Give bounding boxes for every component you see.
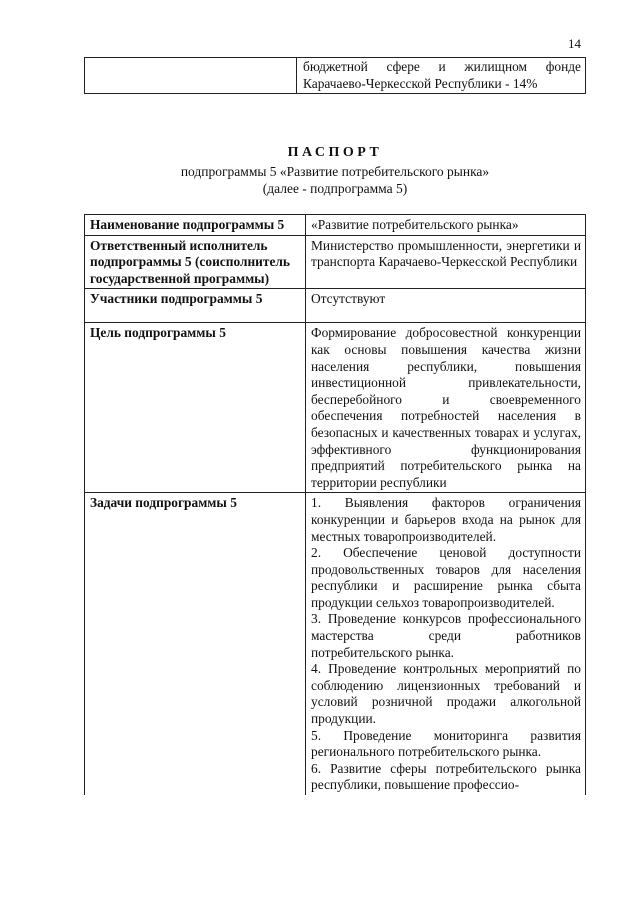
row-label: Участники подпрограммы 5 — [85, 289, 306, 323]
page-number: 14 — [568, 36, 581, 51]
passport-subtitle: подпрограммы 5 «Развитие потребительского рынка» — [180, 164, 490, 179]
row-value: Министерство промышленности, энергетики и транспорта Карачаево-Черкесской Республики — [306, 235, 586, 289]
row-label: Наименование подпрограммы 5 — [85, 215, 306, 236]
passport-subtitle-note: (далее - подпрограмма 5) — [262, 181, 408, 196]
continuation-left-cell — [85, 58, 297, 94]
passport-heading — [84, 143, 586, 197]
task-item: 5. Проведение мониторинга развития регионального потребительского рынка. — [311, 727, 581, 760]
task-item: 1. Выявления факторов ограничения конкуренции и барьеров входа на рынок для местных товаропроизводителей. — [311, 495, 581, 544]
table-row — [85, 289, 586, 323]
task-item: 4. Проведение контрольных мероприятий по соблюдению лицензионных требований и условий розничной продажи алкогольной продукции. — [311, 661, 581, 727]
table-row — [85, 323, 586, 493]
row-value: «Развитие потребительского рынка» — [306, 215, 586, 236]
table-row — [85, 58, 586, 94]
table-row — [85, 215, 586, 236]
row-label: Цель подпрограммы 5 — [85, 323, 306, 493]
row-value-list — [306, 493, 586, 795]
row-value: Формирование добросовестной конкуренции как основы повышения качества жизни населения республики, повышения инвестиционной привлекательности, бесперебойного и своевременного обеспечения потребностей населения в безопасных и качественных товарах и услугах, эффективного функционирования предприятий потребительского рынка на территории республики — [306, 323, 586, 493]
task-item: 6. Развитие сферы потребительского рынка республики, повышение профессио- — [311, 760, 581, 793]
row-label: Задачи подпрограммы 5 — [85, 493, 306, 795]
passport-table — [84, 214, 586, 795]
row-value: Отсутствуют — [306, 289, 586, 323]
continuation-table — [84, 57, 586, 94]
task-item: 3. Проведение конкурсов профессионального мастерства среди работников потребительского рынка. — [311, 611, 581, 660]
passport-title: ПАСПОРТ — [287, 145, 383, 160]
continuation-text: бюджетной сфере и жилищном фонде Карачаево-Черкесской Республики - 14% — [297, 58, 586, 94]
table-row — [85, 493, 586, 795]
table-row — [85, 235, 586, 289]
task-item: 2. Обеспечение ценовой доступности продовольственных товаров для населения республики и расширение рынка сбыта продукции сельхоз товаропроизводителей. — [311, 545, 581, 610]
row-label: Ответственный исполнитель подпрограммы 5 (соисполнитель государственной программы) — [85, 235, 306, 289]
